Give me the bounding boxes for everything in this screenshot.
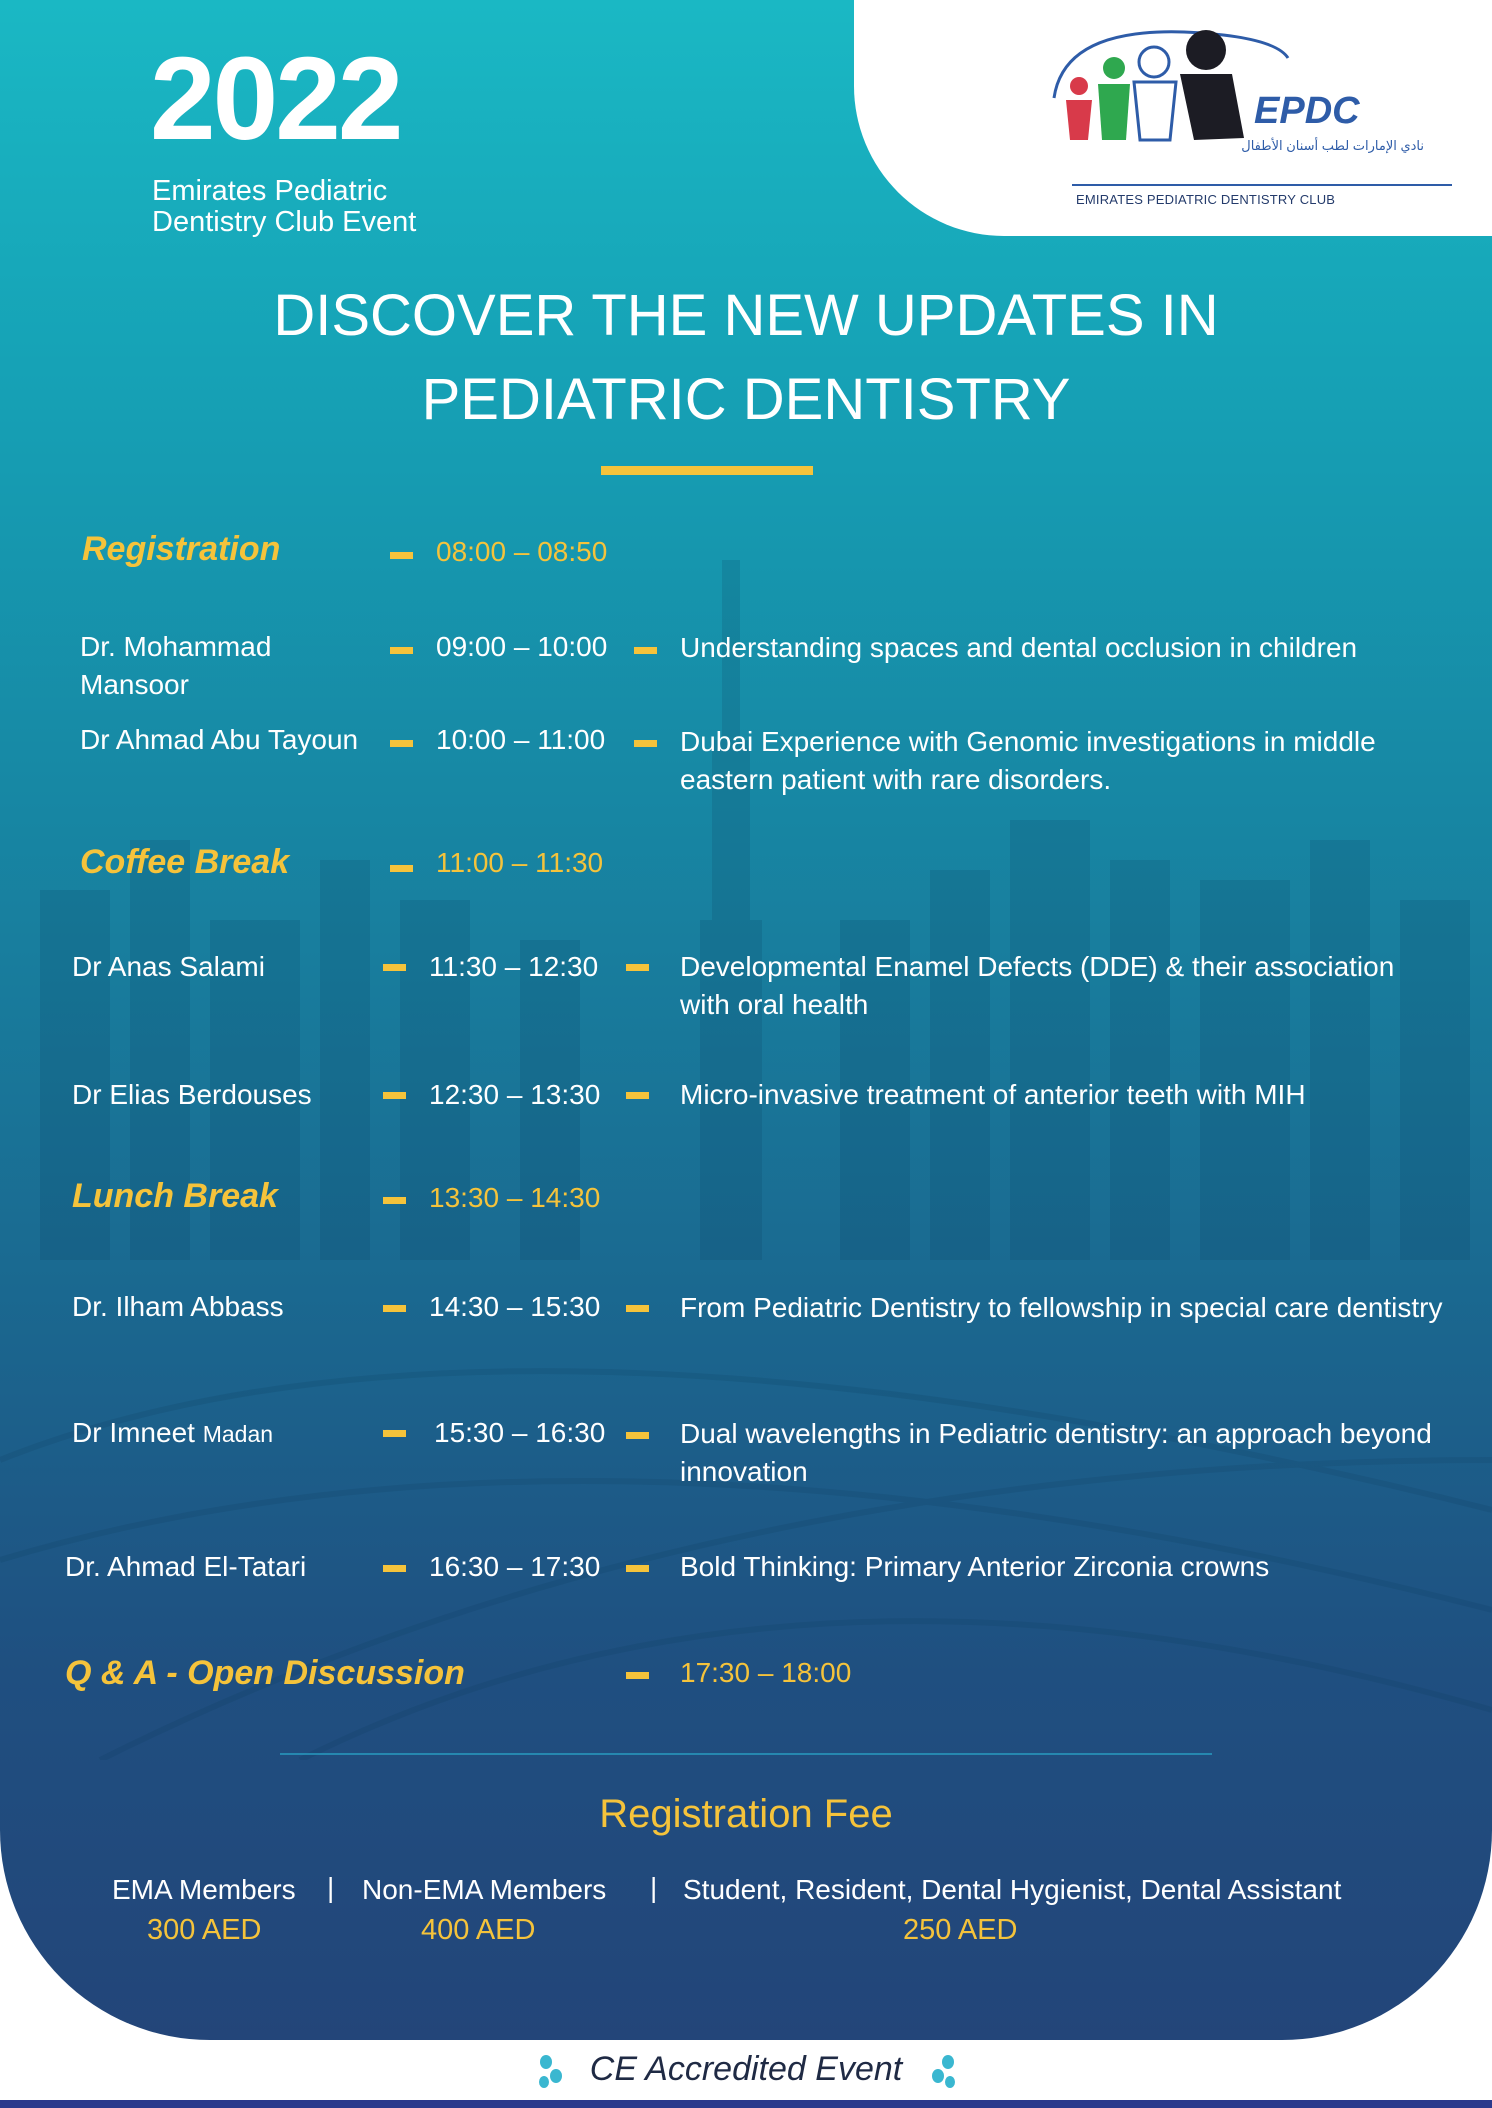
schedule-dash <box>626 1092 649 1099</box>
fee-price-student: 250 AED <box>903 1914 1018 1946</box>
fee-category-ema: EMA Members <box>112 1874 296 1905</box>
schedule-session-name: Registration <box>82 530 281 568</box>
speaker-name: Dr. Ahmad El-Tatari <box>65 1551 307 1582</box>
schedule-time: 11:30 – 12:30 <box>429 951 599 982</box>
footer-bar <box>0 2100 1492 2108</box>
schedule-session-name: Lunch Break <box>72 1177 278 1215</box>
schedule-dash <box>634 647 657 654</box>
schedule-dash <box>390 740 413 747</box>
fee-category-non-ema: Non-EMA Members <box>362 1874 607 1905</box>
talk-topic: Dual wavelengths in Pediatric dentistry: an approach beyond innovation <box>680 1418 1432 1487</box>
schedule-dash <box>383 964 406 971</box>
schedule-time: 11:00 – 11:30 <box>436 847 604 878</box>
section-divider <box>280 1753 1212 1755</box>
schedule-time: 09:00 – 10:00 <box>436 631 608 662</box>
logo-underline <box>1072 184 1452 186</box>
schedule-session-name: Q & A - Open Discussion <box>65 1654 465 1692</box>
schedule-dash <box>626 1305 649 1312</box>
fee-separator: | <box>327 1872 335 1903</box>
speaker-name <box>80 628 271 704</box>
page-title-line2: PEDIATRIC DENTISTRY <box>421 367 1071 432</box>
children-figures-logo-icon <box>1034 28 1434 148</box>
schedule-dash <box>383 1430 406 1437</box>
logo-panel <box>854 0 1492 236</box>
page-title-line1: DISCOVER THE NEW UPDATES IN <box>273 283 1219 348</box>
talk-topic: Micro-invasive treatment of anterior teeth with MIH <box>680 1079 1306 1110</box>
logo-club-name: EMIRATES PEDIATRIC DENTISTRY CLUB <box>1076 192 1336 207</box>
fee-separator: | <box>650 1872 658 1903</box>
page-title <box>0 274 1492 442</box>
schedule-dash <box>383 1197 406 1204</box>
schedule-session-name: Coffee Break <box>80 843 290 881</box>
schedule-time: 12:30 – 13:30 <box>429 1079 601 1110</box>
speaker-last-name: Madan <box>202 1421 274 1447</box>
speaker-name-line1: Dr. Mohammad <box>80 631 272 662</box>
speaker-name: Dr Anas Salami <box>72 951 265 982</box>
ce-accredited-label: CE Accredited Event <box>589 2050 903 2088</box>
speaker-name: Dr. Ilham Abbass <box>72 1291 284 1322</box>
schedule-dash <box>634 740 657 747</box>
talk-topic: From Pediatric Dentistry to fellowship in special care dentistry <box>680 1292 1443 1323</box>
fee-category-student: Student, Resident, Dental Hygienist, Dental Assistant <box>683 1874 1342 1905</box>
schedule-time: 15:30 – 16:30 <box>434 1417 606 1448</box>
schedule-dash <box>626 964 649 971</box>
schedule-dash <box>390 647 413 654</box>
schedule-dash <box>390 552 413 559</box>
speaker-name <box>72 1414 273 1453</box>
ce-accredited-banner <box>0 2046 1492 2096</box>
talk-topic: Understanding spaces and dental occlusion in children <box>680 632 1358 663</box>
schedule-dash <box>383 1092 406 1099</box>
schedule-time: 16:30 – 17:30 <box>429 1551 601 1582</box>
event-subtitle-line1: Emirates Pediatric <box>152 175 388 207</box>
logo-abbreviation: EPDC <box>1254 90 1360 132</box>
schedule-dash <box>626 1432 649 1439</box>
talk-topic: Dubai Experience with Genomic investigations in middle eastern patient with rare disorders. <box>680 726 1376 795</box>
title-underline <box>601 466 813 475</box>
speaker-name-line2: Mansoor <box>80 669 189 700</box>
speaker-first-name: Dr Imneet <box>72 1417 195 1448</box>
speaker-name: Dr Ahmad Abu Tayoun <box>80 724 359 755</box>
talk-topic: Developmental Enamel Defects (DDE) & their association with oral health <box>680 951 1395 1020</box>
schedule-time: 08:00 – 08:50 <box>436 536 608 567</box>
schedule-dash <box>390 865 413 872</box>
registration-fee-heading: Registration Fee <box>599 1792 893 1836</box>
schedule-time: 10:00 – 11:00 <box>436 724 606 755</box>
schedule-time: 13:30 – 14:30 <box>429 1182 601 1213</box>
speaker-name: Dr Elias Berdouses <box>72 1079 312 1110</box>
schedule-time: 14:30 – 15:30 <box>429 1291 601 1322</box>
schedule-dash <box>626 1672 649 1679</box>
fee-price-ema: 300 AED <box>147 1914 262 1946</box>
fee-price-non-ema: 400 AED <box>421 1914 536 1946</box>
talk-topic: Bold Thinking: Primary Anterior Zirconia crowns <box>680 1551 1270 1582</box>
droplets-icon <box>928 2054 958 2090</box>
schedule-dash <box>383 1305 406 1312</box>
schedule-time: 17:30 – 18:00 <box>680 1657 852 1688</box>
logo-arabic-name: نادي الإمارات لطب أسنان الأطفال <box>1241 138 1424 153</box>
event-subtitle <box>152 176 492 238</box>
schedule-dash <box>626 1565 649 1572</box>
event-subtitle-line2: Dentistry Club Event <box>152 206 417 238</box>
schedule-dash <box>383 1565 406 1572</box>
event-year: 2022 <box>150 33 401 165</box>
